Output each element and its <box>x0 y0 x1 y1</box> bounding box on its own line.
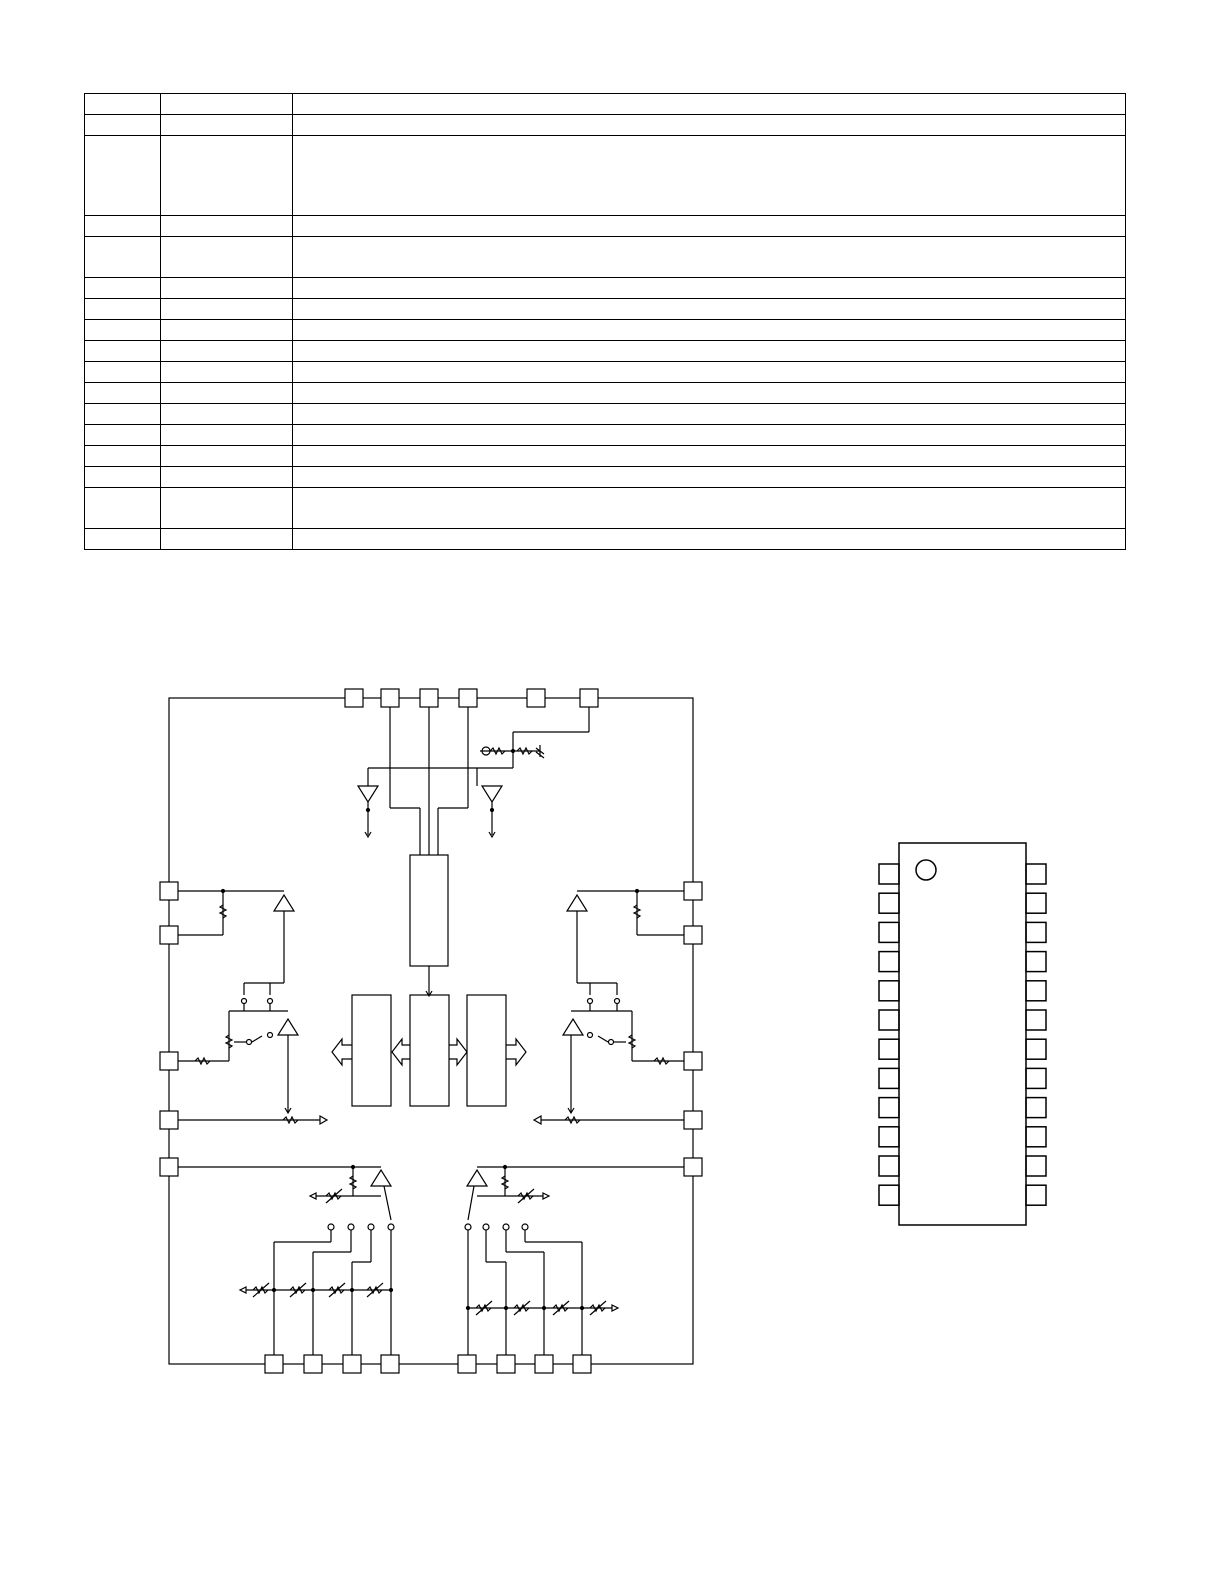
package-pin <box>1026 1098 1046 1118</box>
package-pin <box>1026 1039 1046 1059</box>
package-left-pins <box>879 864 899 1205</box>
package-pin <box>879 952 899 972</box>
package-pin <box>879 1156 899 1176</box>
package-body <box>899 843 1026 1225</box>
package-pin <box>879 1127 899 1147</box>
pin1-marker-icon <box>916 860 936 880</box>
package-pin <box>879 1010 899 1030</box>
package-pin <box>879 1068 899 1088</box>
package-pin <box>1026 1068 1046 1088</box>
package-pin <box>1026 1127 1046 1147</box>
package-pin <box>1026 981 1046 1001</box>
package-pin <box>879 922 899 942</box>
package-pin <box>879 1098 899 1118</box>
package-pin <box>879 893 899 913</box>
package-pin <box>1026 1010 1046 1030</box>
package-pin <box>1026 952 1046 972</box>
package-right-pins <box>1026 864 1046 1205</box>
package-pin <box>1026 1185 1046 1205</box>
package-pin <box>1026 864 1046 884</box>
package-pin <box>879 864 899 884</box>
package-pin <box>879 1185 899 1205</box>
package-pin <box>1026 922 1046 942</box>
package-pin <box>1026 1156 1046 1176</box>
package-pin <box>879 1039 899 1059</box>
package-pin <box>1026 893 1046 913</box>
package-pin <box>879 981 899 1001</box>
